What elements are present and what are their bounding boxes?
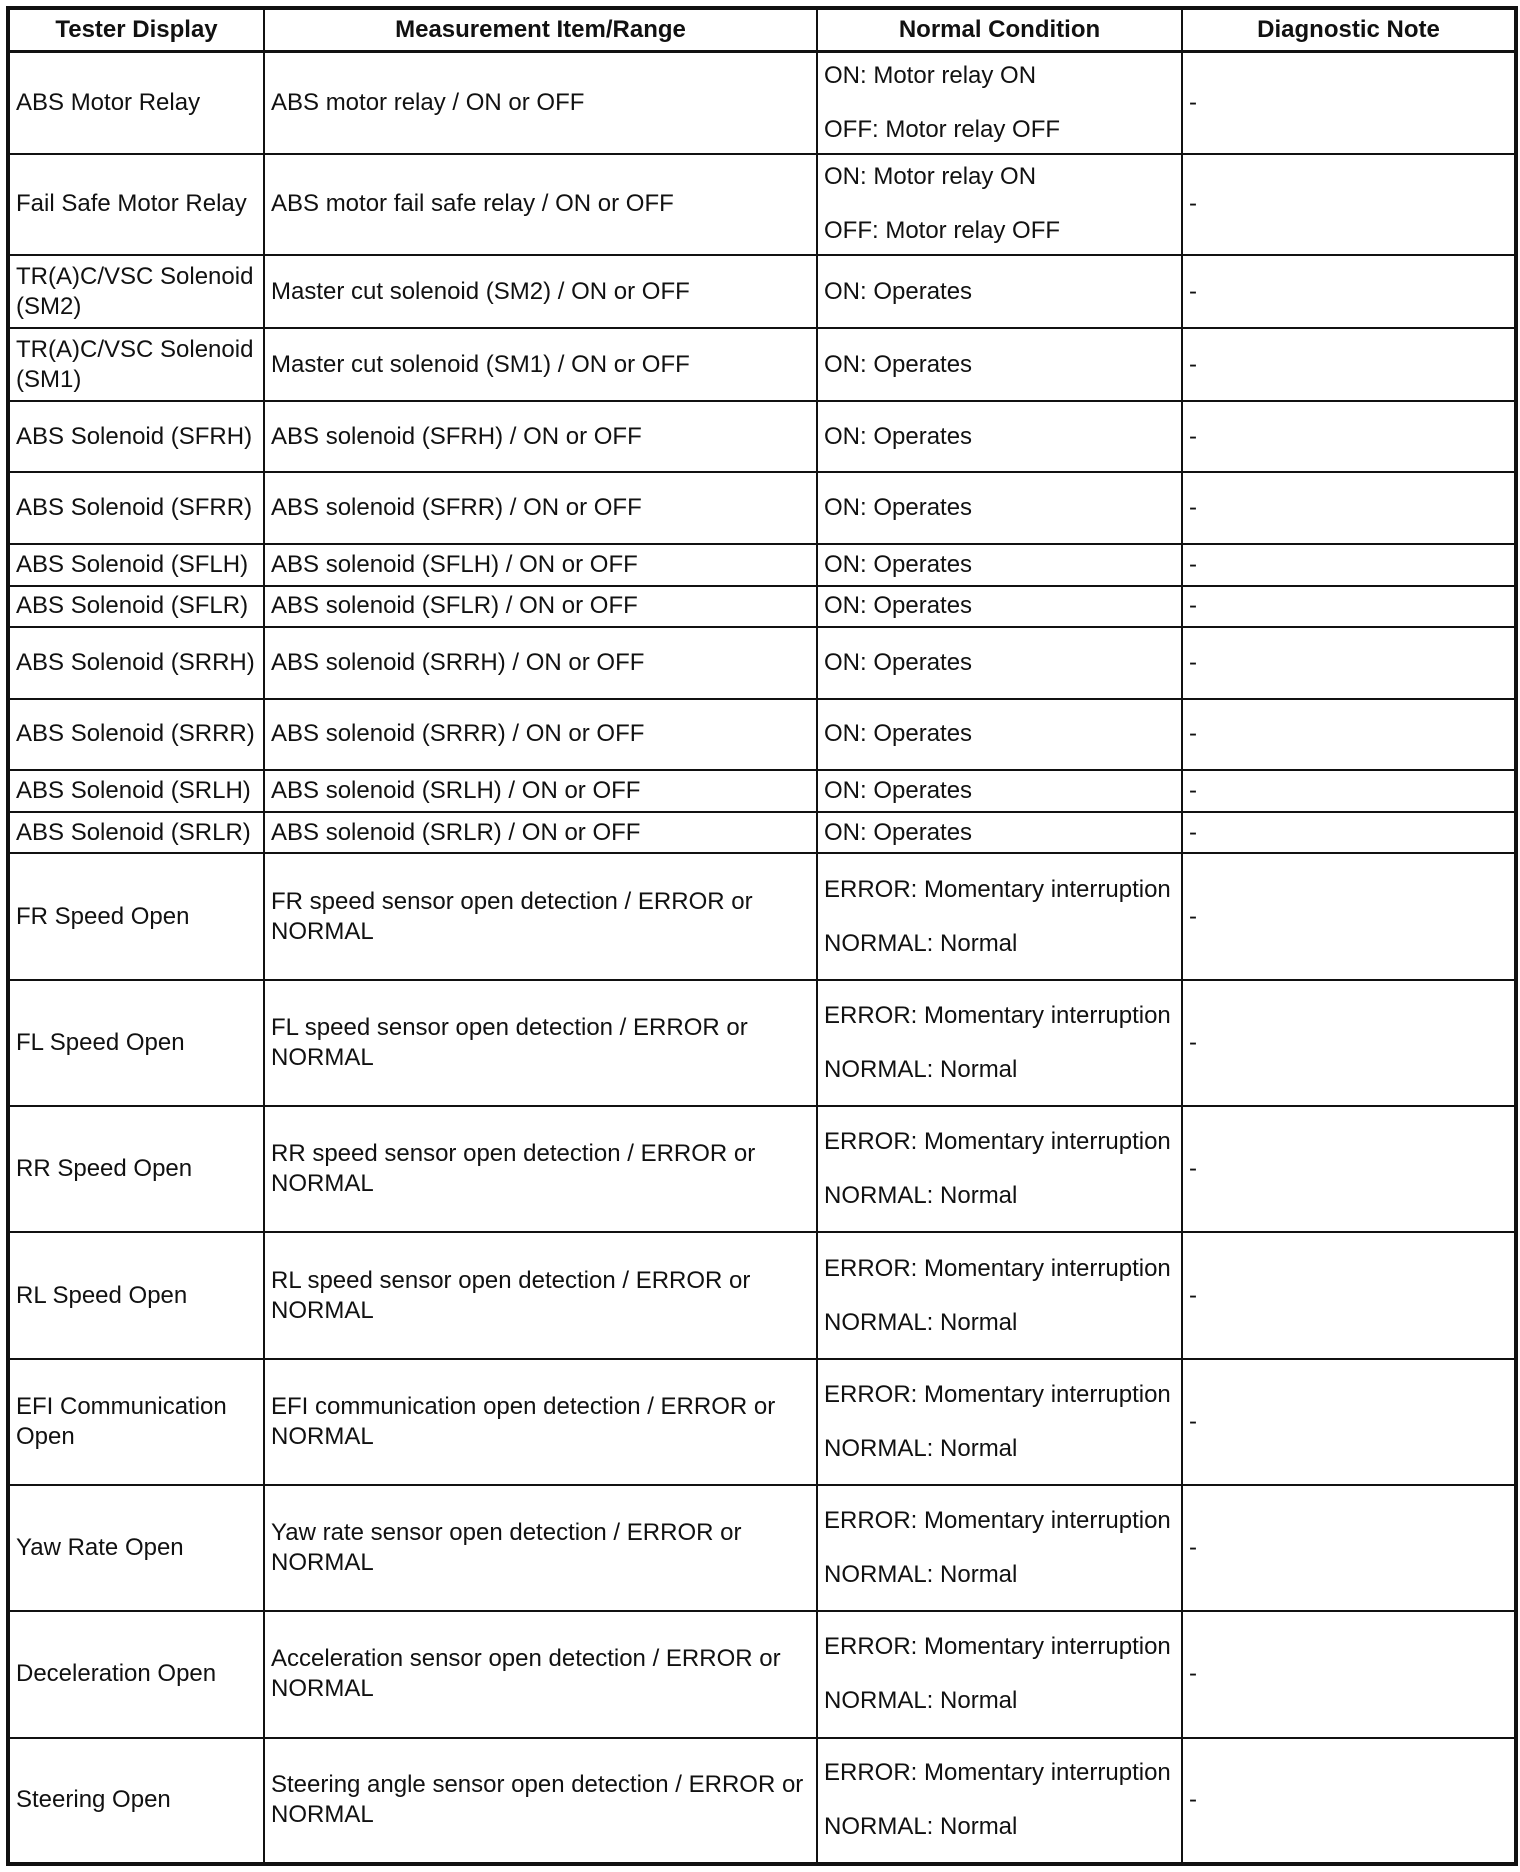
condition-line: OFF: Motor relay OFF bbox=[824, 115, 1061, 143]
cell-tester-display: ABS Solenoid (SFLH) bbox=[8, 544, 264, 585]
condition-line: ON: Motor relay ON bbox=[824, 163, 1037, 191]
table-row bbox=[8, 1738, 1516, 1864]
cell-diagnostic-note: - bbox=[1182, 52, 1516, 154]
condition-line: ON: Operates bbox=[824, 422, 973, 450]
condition-line: ON: Operates bbox=[824, 277, 973, 305]
cell-normal-condition bbox=[817, 472, 1182, 544]
cell-measurement-item: ABS solenoid (SRLR) / ON or OFF bbox=[264, 812, 817, 853]
condition-line: ON: Operates bbox=[824, 550, 973, 578]
data-list-sheet bbox=[6, 6, 1514, 1866]
header-diagnostic-note: Diagnostic Note bbox=[1182, 8, 1516, 52]
table-row bbox=[8, 328, 1516, 401]
cell-diagnostic-note: - bbox=[1182, 1611, 1516, 1737]
cell-measurement-item: ABS motor fail safe relay / ON or OFF bbox=[264, 154, 817, 256]
cell-diagnostic-note: - bbox=[1182, 544, 1516, 585]
cell-tester-display: ABS Solenoid (SFRR) bbox=[8, 472, 264, 544]
cell-tester-display: RL Speed Open bbox=[8, 1232, 264, 1358]
cell-diagnostic-note: - bbox=[1182, 328, 1516, 401]
cell-tester-display: FL Speed Open bbox=[8, 980, 264, 1106]
cell-normal-condition bbox=[817, 1106, 1182, 1232]
cell-diagnostic-note: - bbox=[1182, 853, 1516, 979]
table-row bbox=[8, 255, 1516, 328]
cell-tester-display: Steering Open bbox=[8, 1738, 264, 1864]
data-list-table bbox=[6, 6, 1518, 1866]
condition-line: NORMAL: Normal bbox=[824, 1434, 1018, 1462]
cell-normal-condition bbox=[817, 1738, 1182, 1864]
table-row bbox=[8, 1359, 1516, 1485]
cell-normal-condition bbox=[817, 154, 1182, 256]
cell-normal-condition bbox=[817, 1611, 1182, 1737]
condition-line: ON: Operates bbox=[824, 592, 973, 620]
cell-diagnostic-note: - bbox=[1182, 154, 1516, 256]
cell-tester-display: EFI Communication Open bbox=[8, 1359, 264, 1485]
condition-line: ON: Operates bbox=[824, 350, 973, 378]
cell-measurement-item: ABS motor relay / ON or OFF bbox=[264, 52, 817, 154]
table-row bbox=[8, 699, 1516, 770]
cell-measurement-item: FL speed sensor open detection / ERROR or NORMAL bbox=[264, 980, 817, 1106]
cell-diagnostic-note: - bbox=[1182, 255, 1516, 328]
cell-normal-condition bbox=[817, 1232, 1182, 1358]
table-row bbox=[8, 472, 1516, 544]
cell-tester-display: TR(A)C/VSC Solenoid (SM1) bbox=[8, 328, 264, 401]
condition-line: ERROR: Momentary interruption bbox=[824, 1254, 1171, 1282]
table-row bbox=[8, 52, 1516, 154]
table-row bbox=[8, 154, 1516, 256]
cell-measurement-item: ABS solenoid (SRRH) / ON or OFF bbox=[264, 627, 817, 699]
table-row bbox=[8, 1485, 1516, 1611]
condition-line: NORMAL: Normal bbox=[824, 1308, 1018, 1336]
cell-measurement-item: Acceleration sensor open detection / ERROR or NORMAL bbox=[264, 1611, 817, 1737]
condition-line: OFF: Motor relay OFF bbox=[824, 217, 1061, 245]
cell-measurement-item: ABS solenoid (SRLH) / ON or OFF bbox=[264, 770, 817, 812]
cell-measurement-item: ABS solenoid (SFRR) / ON or OFF bbox=[264, 472, 817, 544]
condition-line: NORMAL: Normal bbox=[824, 1813, 1018, 1841]
condition-line: ERROR: Momentary interruption bbox=[824, 1759, 1171, 1787]
table-row bbox=[8, 1611, 1516, 1737]
cell-tester-display: ABS Solenoid (SRRR) bbox=[8, 699, 264, 770]
condition-line: ON: Operates bbox=[824, 494, 973, 522]
cell-normal-condition bbox=[817, 586, 1182, 627]
cell-diagnostic-note: - bbox=[1182, 1485, 1516, 1611]
condition-line: ON: Operates bbox=[824, 818, 973, 846]
cell-measurement-item: EFI communication open detection / ERROR or NORMAL bbox=[264, 1359, 817, 1485]
cell-normal-condition bbox=[817, 52, 1182, 154]
table-row bbox=[8, 853, 1516, 979]
cell-normal-condition bbox=[817, 980, 1182, 1106]
cell-diagnostic-note: - bbox=[1182, 1106, 1516, 1232]
cell-tester-display: Fail Safe Motor Relay bbox=[8, 154, 264, 256]
cell-diagnostic-note: - bbox=[1182, 401, 1516, 472]
cell-measurement-item: Steering angle sensor open detection / ERROR or NORMAL bbox=[264, 1738, 817, 1864]
condition-line: ERROR: Momentary interruption bbox=[824, 1380, 1171, 1408]
cell-tester-display: ABS Solenoid (SRLH) bbox=[8, 770, 264, 812]
cell-normal-condition bbox=[817, 1485, 1182, 1611]
cell-tester-display: ABS Solenoid (SFRH) bbox=[8, 401, 264, 472]
cell-normal-condition bbox=[817, 544, 1182, 585]
header-tester-display: Tester Display bbox=[8, 8, 264, 52]
cell-normal-condition bbox=[817, 812, 1182, 853]
cell-measurement-item: Yaw rate sensor open detection / ERROR or NORMAL bbox=[264, 1485, 817, 1611]
table-row bbox=[8, 401, 1516, 472]
condition-line: NORMAL: Normal bbox=[824, 1182, 1018, 1210]
cell-diagnostic-note: - bbox=[1182, 980, 1516, 1106]
header-measurement-item: Measurement Item/Range bbox=[264, 8, 817, 52]
cell-diagnostic-note: - bbox=[1182, 1738, 1516, 1864]
cell-diagnostic-note: - bbox=[1182, 812, 1516, 853]
cell-measurement-item: FR speed sensor open detection / ERROR or NORMAL bbox=[264, 853, 817, 979]
cell-normal-condition bbox=[817, 328, 1182, 401]
cell-normal-condition bbox=[817, 770, 1182, 812]
cell-diagnostic-note: - bbox=[1182, 1232, 1516, 1358]
cell-diagnostic-note: - bbox=[1182, 586, 1516, 627]
condition-line: ERROR: Momentary interruption bbox=[824, 1507, 1171, 1535]
condition-line: NORMAL: Normal bbox=[824, 1561, 1018, 1589]
condition-line: ERROR: Momentary interruption bbox=[824, 1633, 1171, 1661]
cell-tester-display: RR Speed Open bbox=[8, 1106, 264, 1232]
cell-tester-display: ABS Solenoid (SFLR) bbox=[8, 586, 264, 627]
cell-normal-condition bbox=[817, 255, 1182, 328]
table-row bbox=[8, 1232, 1516, 1358]
table-row bbox=[8, 1106, 1516, 1232]
cell-measurement-item: Master cut solenoid (SM1) / ON or OFF bbox=[264, 328, 817, 401]
cell-measurement-item: ABS solenoid (SFRH) / ON or OFF bbox=[264, 401, 817, 472]
cell-diagnostic-note: - bbox=[1182, 472, 1516, 544]
header-normal-condition: Normal Condition bbox=[817, 8, 1182, 52]
condition-line: NORMAL: Normal bbox=[824, 1687, 1018, 1715]
cell-measurement-item: RR speed sensor open detection / ERROR or NORMAL bbox=[264, 1106, 817, 1232]
table-row bbox=[8, 627, 1516, 699]
table-row bbox=[8, 586, 1516, 627]
cell-measurement-item: ABS solenoid (SRRR) / ON or OFF bbox=[264, 699, 817, 770]
condition-line: ERROR: Momentary interruption bbox=[824, 1128, 1171, 1156]
condition-line: NORMAL: Normal bbox=[824, 929, 1018, 957]
cell-normal-condition bbox=[817, 627, 1182, 699]
cell-diagnostic-note: - bbox=[1182, 699, 1516, 770]
cell-tester-display: ABS Motor Relay bbox=[8, 52, 264, 154]
cell-measurement-item: ABS solenoid (SFLR) / ON or OFF bbox=[264, 586, 817, 627]
table-row bbox=[8, 544, 1516, 585]
table-row bbox=[8, 980, 1516, 1106]
condition-line: NORMAL: Normal bbox=[824, 1055, 1018, 1083]
condition-line: ERROR: Momentary interruption bbox=[824, 1001, 1171, 1029]
cell-tester-display: TR(A)C/VSC Solenoid (SM2) bbox=[8, 255, 264, 328]
cell-diagnostic-note: - bbox=[1182, 627, 1516, 699]
condition-line: ON: Motor relay ON bbox=[824, 61, 1037, 89]
table-row bbox=[8, 770, 1516, 812]
cell-tester-display: ABS Solenoid (SRRH) bbox=[8, 627, 264, 699]
condition-line: ERROR: Momentary interruption bbox=[824, 875, 1171, 903]
cell-normal-condition bbox=[817, 853, 1182, 979]
cell-diagnostic-note: - bbox=[1182, 770, 1516, 812]
table-row bbox=[8, 812, 1516, 853]
cell-normal-condition bbox=[817, 699, 1182, 770]
cell-normal-condition bbox=[817, 401, 1182, 472]
cell-measurement-item: ABS solenoid (SFLH) / ON or OFF bbox=[264, 544, 817, 585]
cell-measurement-item: RL speed sensor open detection / ERROR or NORMAL bbox=[264, 1232, 817, 1358]
cell-measurement-item: Master cut solenoid (SM2) / ON or OFF bbox=[264, 255, 817, 328]
condition-line: ON: Operates bbox=[824, 720, 973, 748]
cell-tester-display: ABS Solenoid (SRLR) bbox=[8, 812, 264, 853]
condition-line: ON: Operates bbox=[824, 648, 973, 676]
cell-diagnostic-note: - bbox=[1182, 1359, 1516, 1485]
cell-tester-display: FR Speed Open bbox=[8, 853, 264, 979]
cell-tester-display: Deceleration Open bbox=[8, 1611, 264, 1737]
table-body bbox=[8, 52, 1516, 1865]
condition-line: ON: Operates bbox=[824, 776, 973, 804]
cell-tester-display: Yaw Rate Open bbox=[8, 1485, 264, 1611]
header-row bbox=[8, 8, 1516, 52]
cell-normal-condition bbox=[817, 1359, 1182, 1485]
